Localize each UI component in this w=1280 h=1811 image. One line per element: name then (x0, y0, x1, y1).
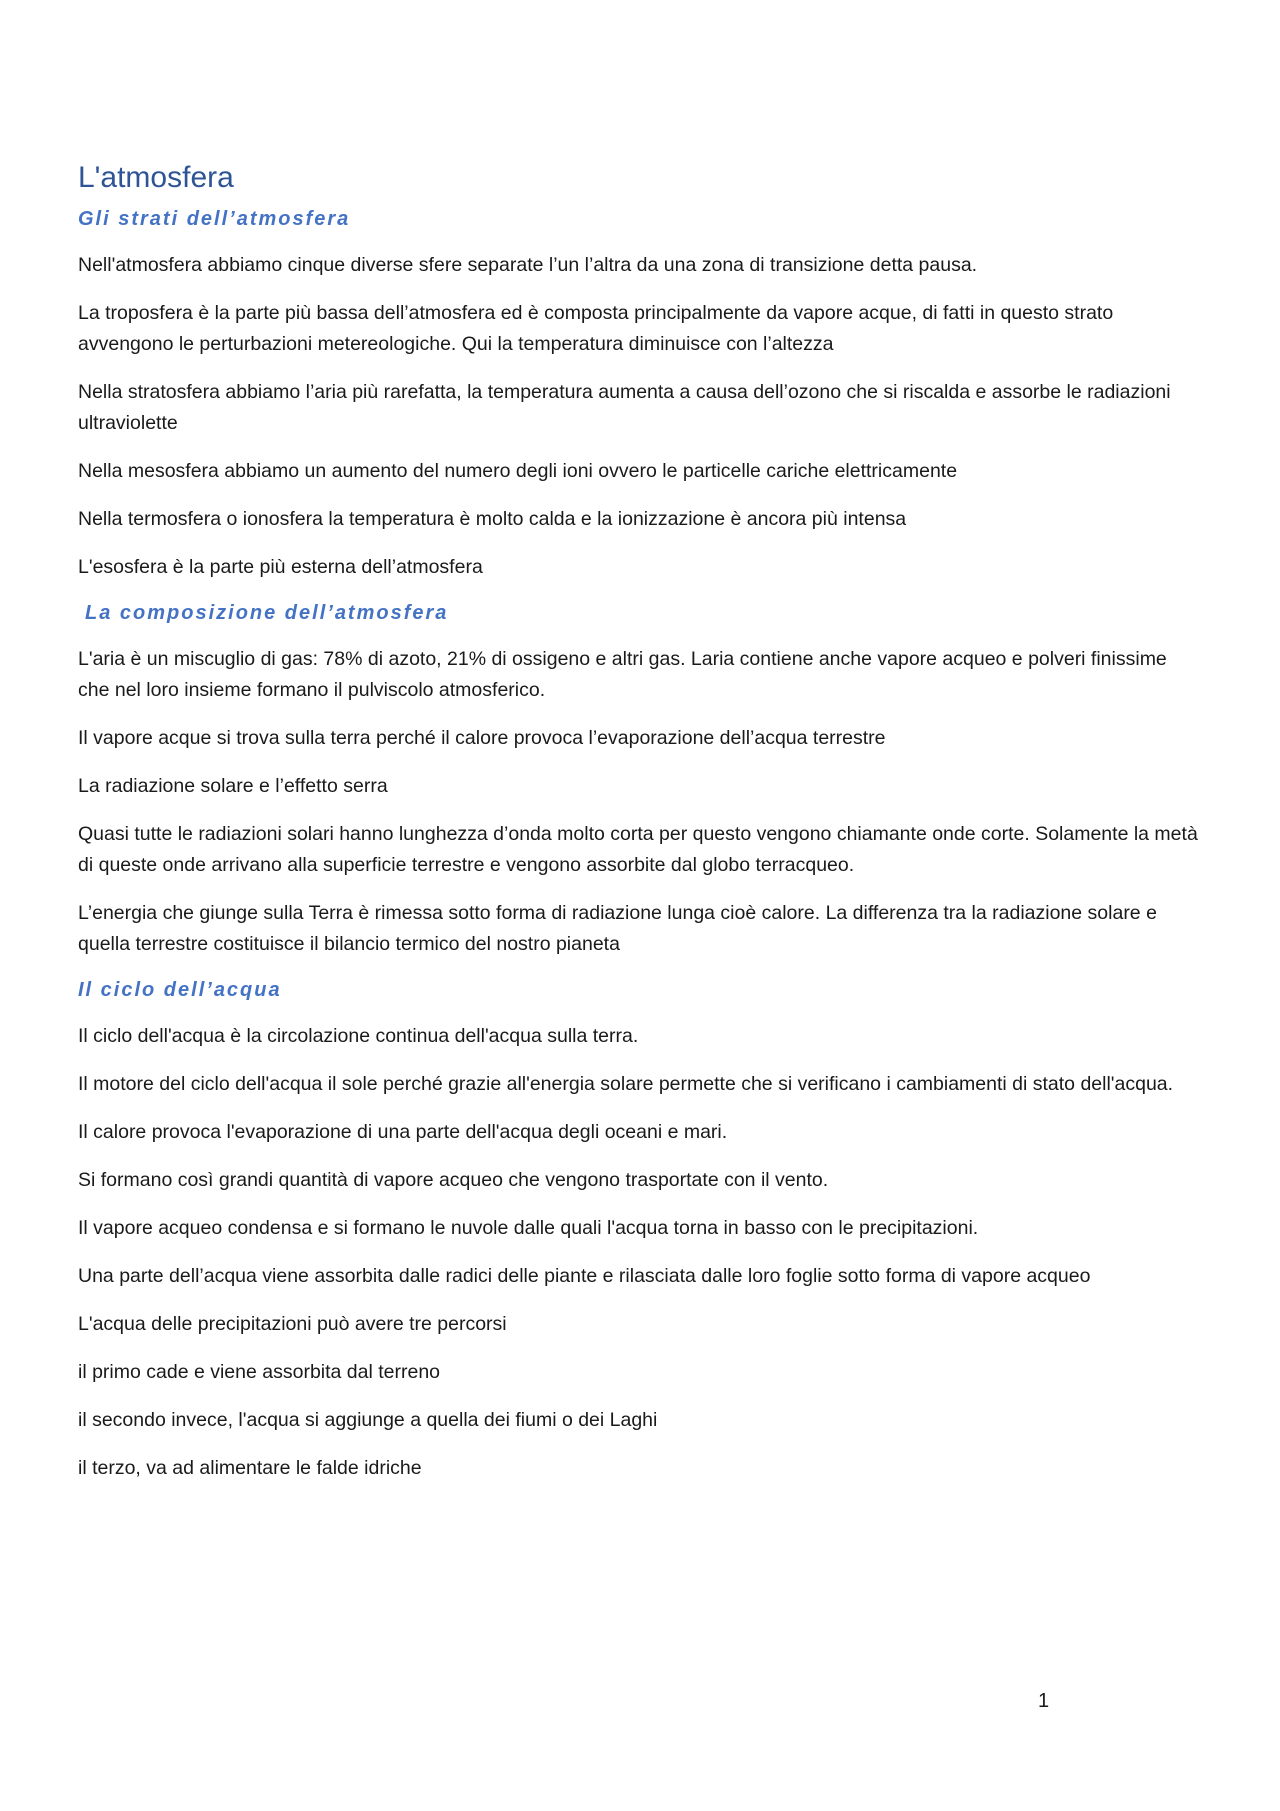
paragraph: il terzo, va ad alimentare le falde idriche (78, 1457, 422, 1479)
paragraph: L’energia che giunge sulla Terra è rimessa sotto forma di radiazione lunga cioè calore. La differenza tra la radiazione solare e quella terrestre costituisce il bilancio termico del nostro pianeta (78, 902, 1157, 955)
paragraph: Nella mesosfera abbiamo un aumento del numero degli ioni ovvero le particelle cariche elettricamente (78, 460, 958, 482)
paragraph: Il vapore acque si trova sulla terra perché il calore provoca l’evaporazione dell’acqua terrestre (78, 727, 886, 749)
section-strati (78, 206, 1203, 583)
paragraph: La radiazione solare e l’effetto serra (78, 775, 388, 797)
paragraph: Il ciclo dell'acqua è la circolazione continua dell'acqua sulla terra. (78, 1025, 639, 1047)
paragraph: Nella stratosfera abbiamo l’aria più rarefatta, la temperatura aumenta a causa dell’ozono che si riscalda e assorbe le radiazioni ultraviolette (78, 381, 1171, 434)
paragraph: L'aria è un miscuglio di gas: 78% di azoto, 21% di ossigeno e altri gas. Laria contiene anche vapore acqueo e polveri finissime che nel loro insieme formano il pulviscolo atmosferico. (78, 648, 1167, 701)
section-heading: Il ciclo dell’acqua (78, 979, 282, 1001)
paragraph: L'acqua delle precipitazioni può avere tre percorsi (78, 1313, 507, 1335)
section-composizione (78, 600, 1203, 960)
paragraph: il primo cade e viene assorbita dal terreno (78, 1361, 441, 1383)
section-ciclo-acqua (78, 977, 1203, 1484)
paragraph: Quasi tutte le radiazioni solari hanno lunghezza d’onda molto corta per questo vengono chiamante onde corte. Solamente la metà di queste onde arrivano alla superficie terrestre e vengono assorbite dal globo terracqueo. (78, 823, 1198, 876)
paragraph: Si formano così grandi quantità di vapore acqueo che vengono trasportate con il vento. (78, 1169, 829, 1191)
paragraph: L'esosfera è la parte più esterna dell’atmosfera (78, 556, 483, 578)
paragraph: Il calore provoca l'evaporazione di una parte dell'acqua degli oceani e mari. (78, 1121, 728, 1143)
paragraph: La troposfera è la parte più bassa dell’atmosfera ed è composta principalmente da vapore acque, di fatti in questo strato avvengono le perturbazioni metereologiche. Qui la temperatura diminuisce con l’altezza (78, 302, 1114, 355)
document-title: L'atmosfera (78, 161, 234, 194)
section-heading: La composizione dell’atmosfera (85, 602, 449, 624)
page-number: 1 (1038, 1690, 1050, 1712)
paragraph: Nell'atmosfera abbiamo cinque diverse sfere separate l’un l’altra da una zona di transizione detta pausa. (78, 254, 978, 276)
paragraph: Il vapore acqueo condensa e si formano le nuvole dalle quali l'acqua torna in basso con le precipitazioni. (78, 1217, 979, 1239)
paragraph: Nella termosfera o ionosfera la temperatura è molto calda e la ionizzazione è ancora più intensa (78, 508, 907, 530)
section-heading: Gli strati dell’atmosfera (78, 208, 351, 230)
document-body (78, 160, 1203, 1501)
paragraph: Il motore del ciclo dell'acqua il sole perché grazie all'energia solare permette che si verificano i cambiamenti di stato dell'acqua. (78, 1073, 1174, 1095)
paragraph: il secondo invece, l'acqua si aggiunge a quella dei fiumi o dei Laghi (78, 1409, 658, 1431)
paragraph: Una parte dell’acqua viene assorbita dalle radici delle piante e rilasciata dalle loro foglie sotto forma di vapore acqueo (78, 1265, 1091, 1287)
